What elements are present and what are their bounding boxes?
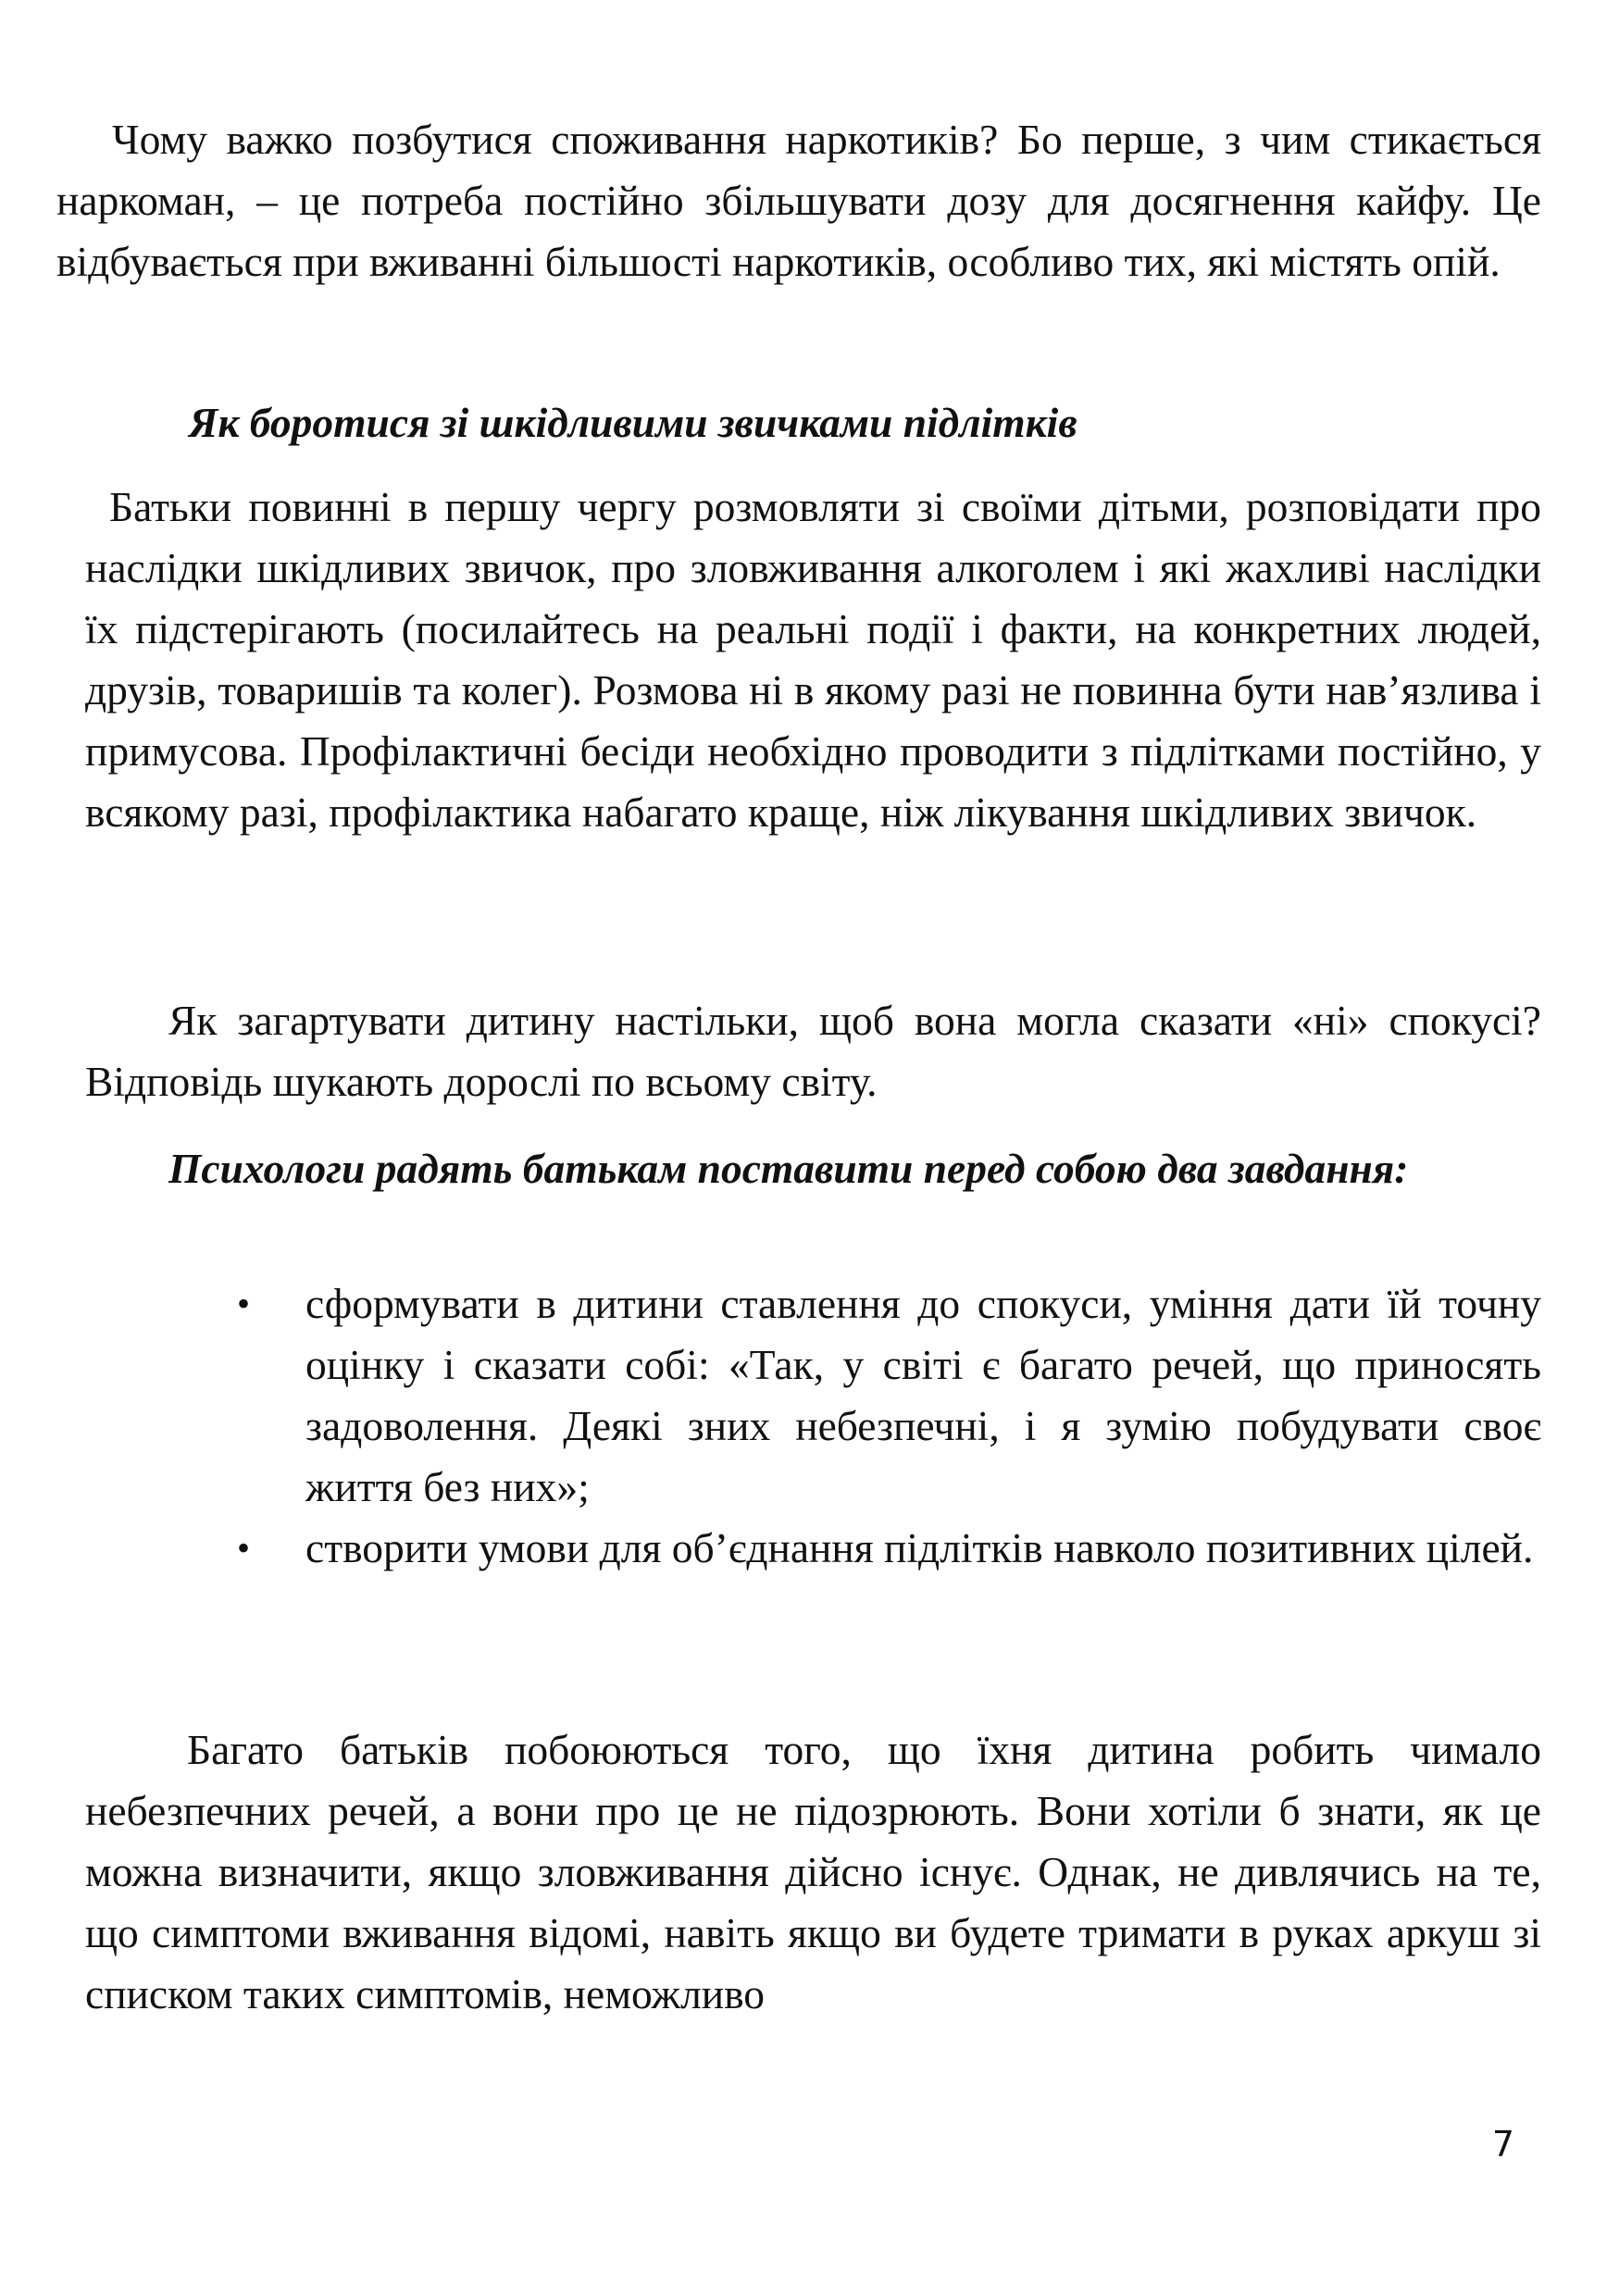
paragraph-temptation-question: Як загартувати дитину настільки, щоб вона могла сказати «ні» спокусі? Відповідь шукають дорослі по всьому світу. [85, 997, 1541, 1105]
bullet-icon: • [237, 1527, 251, 1569]
bullet-icon: • [237, 1283, 251, 1324]
psychologists-heading: Психологи радять батькам поставити перед собою два завдання: [168, 1145, 1409, 1192]
list-item [233, 1518, 1541, 1579]
section-heading: Як боротися зі шкідливими звичками підлітків [189, 399, 1077, 446]
list-item-text: створити умови для об’єднання підлітків навколо позитивних цілей. [305, 1524, 1534, 1571]
page-number: 7 [1491, 2124, 1515, 2165]
list-item [233, 1273, 1541, 1518]
list-item-text: сформувати в дитини ставлення до спокуси, уміння дати їй точну оцінку і сказати собі: «Так, у світі є багато речей, що приносять задоволення. Деякі зних небезпечні, і я зумію побудувати своє життя без них»; [305, 1280, 1541, 1510]
paragraph-parents-talk: Батьки повинні в першу чергу розмовляти зі своїми дітьми, розповідати про наслідки шкідливих звичок, про зловживання алкоголем і які жахливі наслідки їх підстерігають (посилайтесь на реальні події і факти, на конкретних людей, друзів, товаришів та колег). Розмова ні в якому разі не повинна бути нав’язлива і примусова. Профілактичні бесіди необхідно проводити з підлітками постійно, у всякому разі, профілактика набагато краще, ніж лікування шкідливих звичок. [85, 483, 1541, 836]
paragraph-parents-fears: Багато батьків побоюються того, що їхня дитина робить чимало небезпечних речей, а вони про це не підозрюють. Вони хотіли б знати, як це можна визначити, якщо зловживання дійсно існує. Однак, не дивлячись на те, що симптоми вживання відомі, навіть якщо ви будете тримати в руках аркуш зі списком таких симптомів, неможливо [85, 1726, 1541, 2017]
tasks-list [233, 1273, 1541, 1579]
paragraph-drugs-intro: Чому важко позбутися споживання наркотиків? Бо перше, з чим стикається наркоман, – це потреба постійно збільшувати дозу для досягнення кайфу. Це відбувається при вживанні більшості наркотиків, особливо тих, які містять опій. [56, 116, 1541, 285]
